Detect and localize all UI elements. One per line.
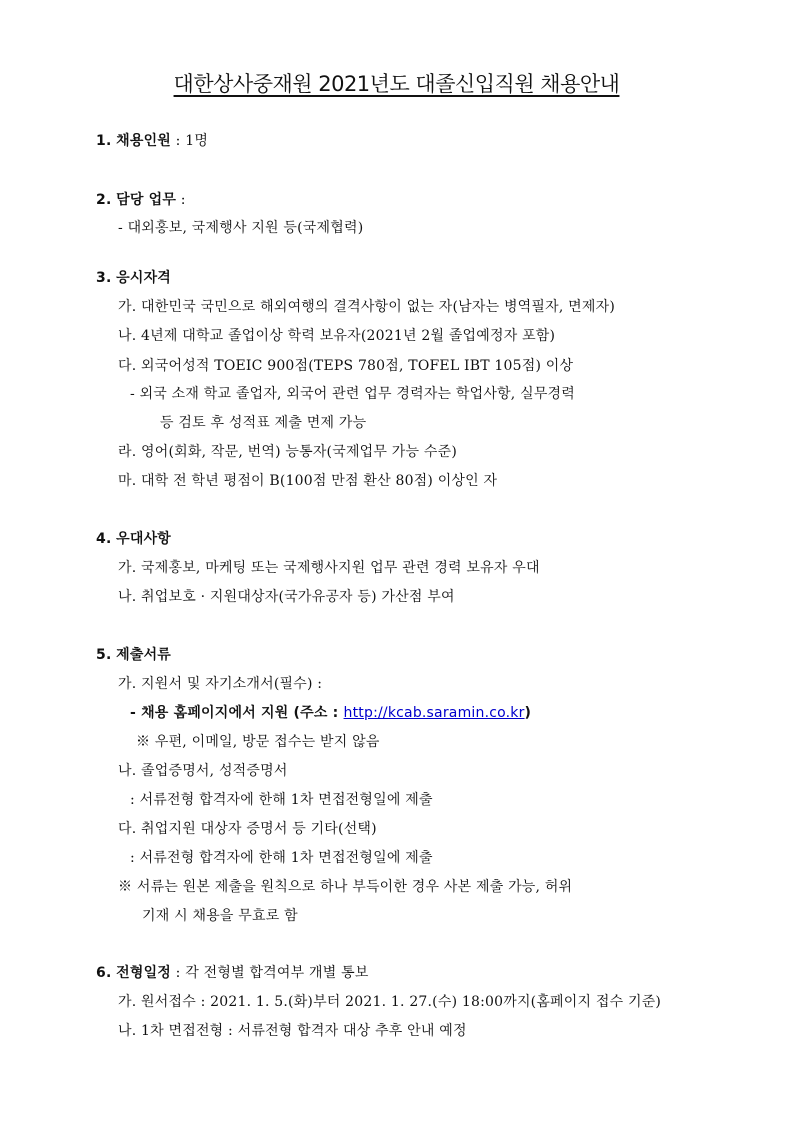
section-qualifications	[96, 268, 171, 288]
list-item: 라. 영어(회화, 작문, 번역) 능통자(국제업무 가능 수준)	[118, 444, 457, 460]
list-item: - 대외홍보, 국제행사 지원 등(국제협력)	[118, 220, 364, 236]
list-item: 다. 외국어성적 TOEIC 900점(TEPS 780점, TOFEL IBT 105점) 이상	[118, 358, 574, 374]
list-item: 가. 지원서 및 자기소개서(필수) :	[118, 676, 323, 692]
apply-label: - 채용 홈페이지에서 지원 (주소 :	[130, 705, 344, 721]
application-homepage-link[interactable]: http://kcab.saramin.co.kr	[343, 705, 525, 721]
section-duties	[96, 190, 186, 210]
section-heading: 제출서류	[116, 647, 172, 663]
section-text: : 각 전형별 합격여부 개별 통보	[171, 965, 369, 981]
list-item: 마. 대학 전 학년 평점이 B(100점 만점 환산 80점) 이상인 자	[118, 473, 498, 489]
note: ※ 우편, 이메일, 방문 접수는 받지 않음	[136, 734, 380, 750]
section-text: :	[176, 192, 186, 208]
note: ※ 서류는 원본 제출을 원칙으로 하나 부득이한 경우 사본 제출 가능, 허위	[118, 879, 573, 895]
section-preferences	[96, 529, 171, 549]
section-heading: 우대사항	[116, 531, 172, 547]
section-heading: 담당 업무	[116, 192, 177, 208]
list-item: 다. 취업지원 대상자 증명서 등 기타(선택)	[118, 821, 377, 837]
section-number: 4.	[96, 531, 112, 547]
list-item: 나. 취업보호 · 지원대상자(국가유공자 등) 가산점 부여	[118, 589, 455, 605]
section-heading: 채용인원	[116, 133, 172, 149]
section-recruit-count	[96, 131, 208, 151]
list-subitem-continuation: 등 검토 후 성적표 제출 면제 가능	[160, 415, 367, 431]
section-number: 2.	[96, 192, 112, 208]
section-text: : 1명	[171, 133, 209, 149]
section-number: 6.	[96, 965, 112, 981]
apply-close: )	[524, 705, 532, 721]
apply-instruction	[130, 703, 531, 723]
section-heading: 전형일정	[116, 965, 172, 981]
list-subitem: : 서류전형 합격자에 한해 1차 면접전형일에 제출	[130, 792, 433, 808]
section-documents	[96, 645, 171, 665]
section-number: 3.	[96, 270, 112, 286]
list-subitem: - 외국 소재 학교 졸업자, 외국어 관련 업무 경력자는 학업사항, 실무경력	[130, 386, 576, 402]
list-item: 가. 국제홍보, 마케팅 또는 국제행사지원 업무 관련 경력 보유자 우대	[118, 560, 540, 576]
list-item: 가. 대한민국 국민으로 해외여행의 결격사항이 없는 자(남자는 병역필자, 면제자)	[118, 299, 615, 315]
section-schedule	[96, 963, 369, 983]
list-item: 가. 원서접수 : 2021. 1. 5.(화)부터 2021. 1. 27.(수) 18:00까지(홈페이지 접수 기준)	[118, 994, 662, 1010]
section-number: 5.	[96, 647, 112, 663]
list-item: 나. 1차 면접전형 : 서류전형 합격자 대상 추후 안내 예정	[118, 1023, 467, 1039]
section-heading: 응시자격	[116, 270, 172, 286]
page-title: 대한상사중재원 2021년도 대졸신입직원 채용안내	[173, 72, 620, 96]
section-number: 1.	[96, 133, 112, 149]
list-item: 나. 4년제 대학교 졸업이상 학력 보유자(2021년 2월 졸업예정자 포함)	[118, 328, 556, 344]
list-subitem: : 서류전형 합격자에 한해 1차 면접전형일에 제출	[130, 850, 433, 866]
list-item: 나. 졸업증명서, 성적증명서	[118, 763, 288, 779]
note-continuation: 기재 시 채용을 무효로 함	[142, 908, 298, 924]
